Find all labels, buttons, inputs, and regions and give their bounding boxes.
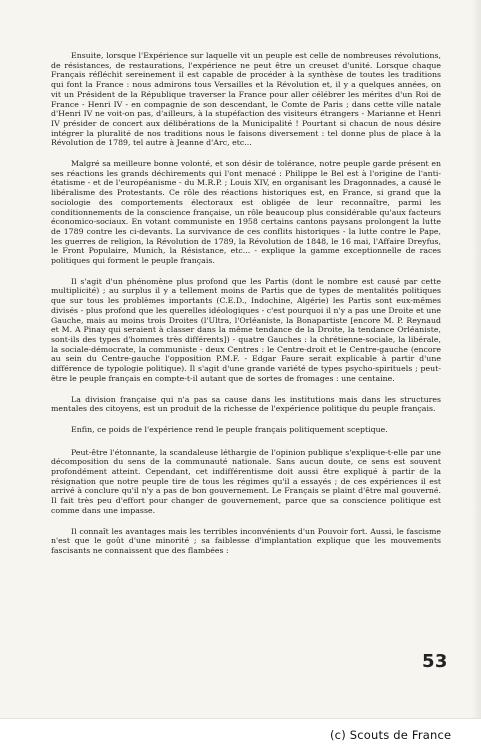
paragraph-4: La division française qui n'a pas sa cause dans les institutions mais dans les structures mentales des citoyens, est un produit de la richesse de l'expérience politique du peuple français. — [51, 394, 441, 414]
page-edge-shadow — [472, 0, 481, 718]
paragraph-1: Ensuite, lorsque l'Expérience sur laquelle vit un peuple est celle de nombreuses révolutions, de résistances, de restaurations, l'expérience ne peut être un creuset d'unité. Lorsque chaque Français réfléchit sereinement il est capable de procéder à la synthèse de toutes les traditions qui font la France : nous admirons tous Versailles et la Révolution et, il y a quelques années, on vit un Président de la République traverser la France pour aller célébrer les mérites d'un Roi de France - Henri IV - en compagnie de son descendant, le Comte de Paris ; dans cette ville natale d'Henri IV ne voit-on pas, d'ailleurs, à la stupéfaction des visiteurs étrangers - Marianne et Henri IV présider de concert aux délibérations de la Municipalité ! Pourtant si chacun de nous désire intégrer la pluralité de nos traditions nous le faisons diversement : tel donne plus de place à la Révolution de 1789, tel autre à Jeanne d'Arc, etc... — [51, 51, 441, 148]
paragraph-2: Malgré sa meilleure bonne volonté, et son désir de tolérance, notre peuple garde présent en ses réactions les grands déchirements qui l'ont menacé : Philippe le Bel est à l'origine de l'anti-étatisme - et de l'européanisme - du M.R.P. ; Louis XIV, en organisant les Dragonnades, a causé le libéralisme des Protestants. Ce rôle des réactions historiques est, en France, si grand que la sociologie des comportements électoraux est obligée de leur reconnaître, parmi les conditionnements de la conscience française, un rôle beaucoup plus considérable qu'aux facteurs économico-sociaux. En votant communiste en 1958 certains cantons paysans prolongent la lutte de 1789 contre les ci-devants. La survivance de ces conflits historiques - la lutte contre le Pape, les guerres de religion, la Révolution de 1789, la Révolution de 1848, le 16 mai, l'Affaire Dreyfus, le Front Populaire, Munich, la Résistance, etc... - explique la gamme exceptionnelle de races politiques qui forment le peuple français. — [51, 159, 441, 266]
watermark-bar — [0, 718, 481, 752]
paragraph-5: Enfin, ce poids de l'expérience rend le peuple français politiquement sceptique. — [71, 424, 388, 434]
watermark-text: (c) Scouts de France — [330, 728, 452, 742]
page-number: 53 — [422, 651, 448, 672]
paragraph-7: Il connaît les avantages mais les terribles inconvénients d'un Pouvoir fort. Aussi, le fascisme n'est que le goût d'une minorité ; sa faiblesse d'implantation explique que les mouvements fascisants ne connaissent que des flambées : — [51, 526, 441, 555]
paragraph-6: Peut-être l'étonnante, la scandaleuse léthargie de l'opinion publique s'explique-t-elle par une décomposition du sens de la communauté nationale. Sans aucun doute, ce sens est souvent profondément atteint. Cependant, cet indifférentisme doit aussi être expliqué à partir de la résignation que notre peuple tire de tous les régimes qu'il a essayés ; de ces expériences il est arrivé à conclure qu'il n'y a pas de bon gouvernement. Le Français se plaint d'être mal gouverné. Il fait très peu d'effort pour changer de gouvernement, parce que sa conscience politique est comme dans une impasse. — [51, 447, 441, 515]
body-text — [51, 51, 441, 567]
paragraph-3: Il s'agit d'un phénomène plus profond que les Partis (dont le nombre est causé par cette multiplicité) ; au surplus il y a tellement moins de Partis que de types de mentalités politiques que sur tous les problèmes importants (C.E.D., Indochine, Algérie) les Partis sont eux-mêmes divisés - plus profond que les querelles idéologiques - c'est pourquoi il n'y a pas une Droite et une Gauche, mais au moins trois Droites (l'Ultra, l'Orléaniste, la Bonapartiste [encore M. P. Reynaud et M. A Pinay qui seraient à classer dans la même tendance de la Droite, la tendance Orléaniste, sont-ils des types d'hommes très différents]) - quatre Gauches : la chrétienne-sociale, la libérale, la sociale-démocrate, la communiste - deux Centres : le Centre-droit et le Centre-gauche (encore au sein du Centre-gauche l'opposition P.M.F. - Edgar Faure serait explicable à partir d'une différence de typologie politique). Il s'agit d'une grande variété de types psycho-spirituels ; peut-être le peuple français en compte-t-il autant que de sortes de fromages : une centaine. — [51, 276, 441, 383]
